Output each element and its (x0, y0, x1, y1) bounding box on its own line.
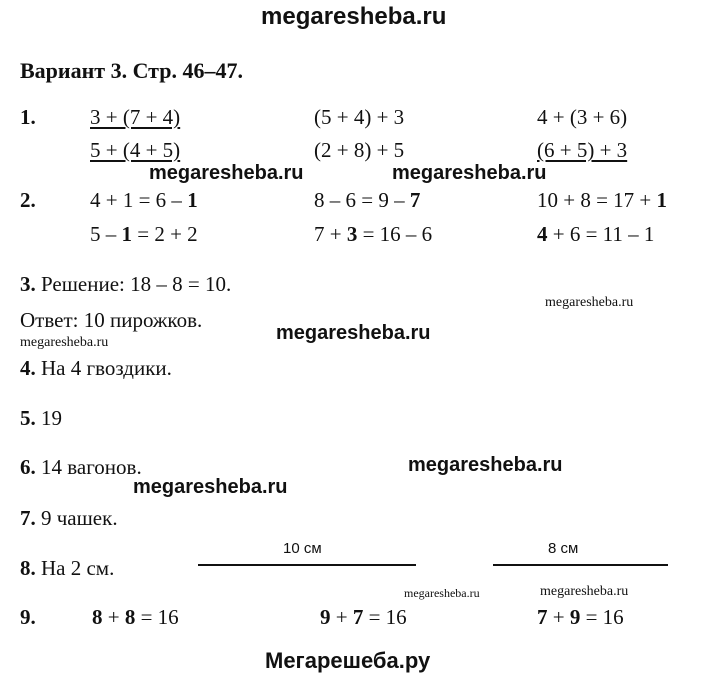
task-2-eq-r1c1 (90, 188, 198, 213)
watermark-6: megaresheba.ru (408, 454, 563, 476)
task-5-text: 19 (35, 406, 62, 430)
eq-part: + (547, 605, 570, 629)
task-2-eq-r1c3 (537, 188, 667, 213)
eq-answer: 8 (124, 605, 136, 629)
task-1-expr-r1c2: (5 + 4) + 3 (314, 105, 405, 129)
task-2-eq-r2c2 (314, 222, 432, 247)
watermark-top: megaresheba.ru (261, 3, 447, 30)
task-2-eq-r2c3 (537, 222, 654, 247)
eq-part: 7 + (314, 222, 347, 246)
eq-part: = 2 + 2 (132, 222, 198, 246)
eq-part: 10 + 8 = 17 + (537, 188, 657, 212)
task-2-eq-r1c2 (314, 188, 420, 213)
eq-part: = 16 – 6 (357, 222, 433, 246)
watermark-8: megaresheba.ru (404, 586, 480, 600)
eq-answer: 7 (537, 605, 548, 629)
eq-answer: 1 (656, 188, 668, 212)
eq-answer: 9 (569, 605, 581, 629)
segment-1-line (198, 564, 416, 566)
task-8-text: На 2 см. (35, 556, 115, 580)
task-6 (20, 455, 142, 480)
task-6-number: 6. (20, 455, 36, 479)
task-1-expr-r1c3: 4 + (3 + 6) (537, 105, 628, 129)
task-9-eq-3 (537, 605, 624, 630)
eq-part: = 16 (135, 605, 179, 629)
eq-answer: 1 (121, 222, 132, 246)
task-7-text: 9 чашек. (35, 506, 118, 530)
task-5-number: 5. (20, 406, 36, 430)
eq-answer: 1 (187, 188, 198, 212)
watermark-2: megaresheba.ru (392, 162, 547, 184)
watermark-8b: megaresheba.ru (540, 584, 629, 599)
task-9-number: 9. (20, 605, 36, 629)
task-3-text: Решение: 18 – 8 = 10. (35, 272, 232, 296)
eq-part: = 16 (580, 605, 624, 629)
task-4 (20, 356, 172, 381)
eq-part: = 16 (363, 605, 407, 629)
watermark-1: megaresheba.ru (149, 162, 304, 184)
task-8 (20, 556, 114, 581)
eq-part: 4 + 1 = 6 – (90, 188, 188, 212)
watermark-7: megaresheba.ru (133, 476, 288, 498)
task-1-expr-r2c1: 5 + (4 + 5) (90, 138, 181, 162)
eq-answer: 9 (320, 605, 331, 629)
task-5 (20, 406, 62, 431)
eq-answer: 7 (409, 188, 421, 212)
watermark-3: megaresheba.ru (545, 295, 634, 310)
task-3-number: 3. (20, 272, 36, 296)
task-9-eq-1 (92, 605, 179, 630)
task-7-number: 7. (20, 506, 36, 530)
task-2-number: 2. (20, 188, 36, 212)
task-4-number: 4. (20, 356, 36, 380)
eq-answer: 3 (346, 222, 358, 246)
page-title: Вариант 3. Стр. 46–47. (20, 58, 243, 83)
task-2-eq-r2c1 (90, 222, 198, 247)
task-6-text: 14 вагонов. (35, 455, 142, 479)
task-1-expr-r2c2: (2 + 8) + 5 (314, 138, 405, 162)
eq-answer: 8 (92, 605, 103, 629)
segment-2-line (493, 564, 668, 566)
task-1-number: 1. (20, 105, 36, 129)
watermark-5: megaresheba.ru (20, 335, 109, 350)
task-3-solution (20, 272, 231, 297)
task-1-expr-r2c3: (6 + 5) + 3 (537, 138, 628, 162)
task-9-eq-2 (320, 605, 407, 630)
task-8-number: 8. (20, 556, 36, 580)
footer-watermark: Мегарешеба.ру (265, 648, 431, 673)
eq-part: 8 – 6 = 9 – (314, 188, 410, 212)
eq-part: + 6 = 11 – 1 (547, 222, 655, 246)
eq-part: + (330, 605, 353, 629)
eq-part: + (102, 605, 125, 629)
task-3-answer: Ответ: 10 пирожков. (20, 308, 203, 332)
task-4-text: На 4 гвоздики. (35, 356, 172, 380)
segment-2-label: 8 см (548, 540, 579, 557)
eq-answer: 4 (537, 222, 548, 246)
eq-answer: 7 (352, 605, 364, 629)
watermark-4: megaresheba.ru (276, 322, 431, 344)
eq-part: 5 – (90, 222, 122, 246)
task-7 (20, 506, 118, 531)
segment-1-label: 10 см (283, 540, 322, 557)
task-1-expr-r1c1: 3 + (7 + 4) (90, 105, 181, 129)
